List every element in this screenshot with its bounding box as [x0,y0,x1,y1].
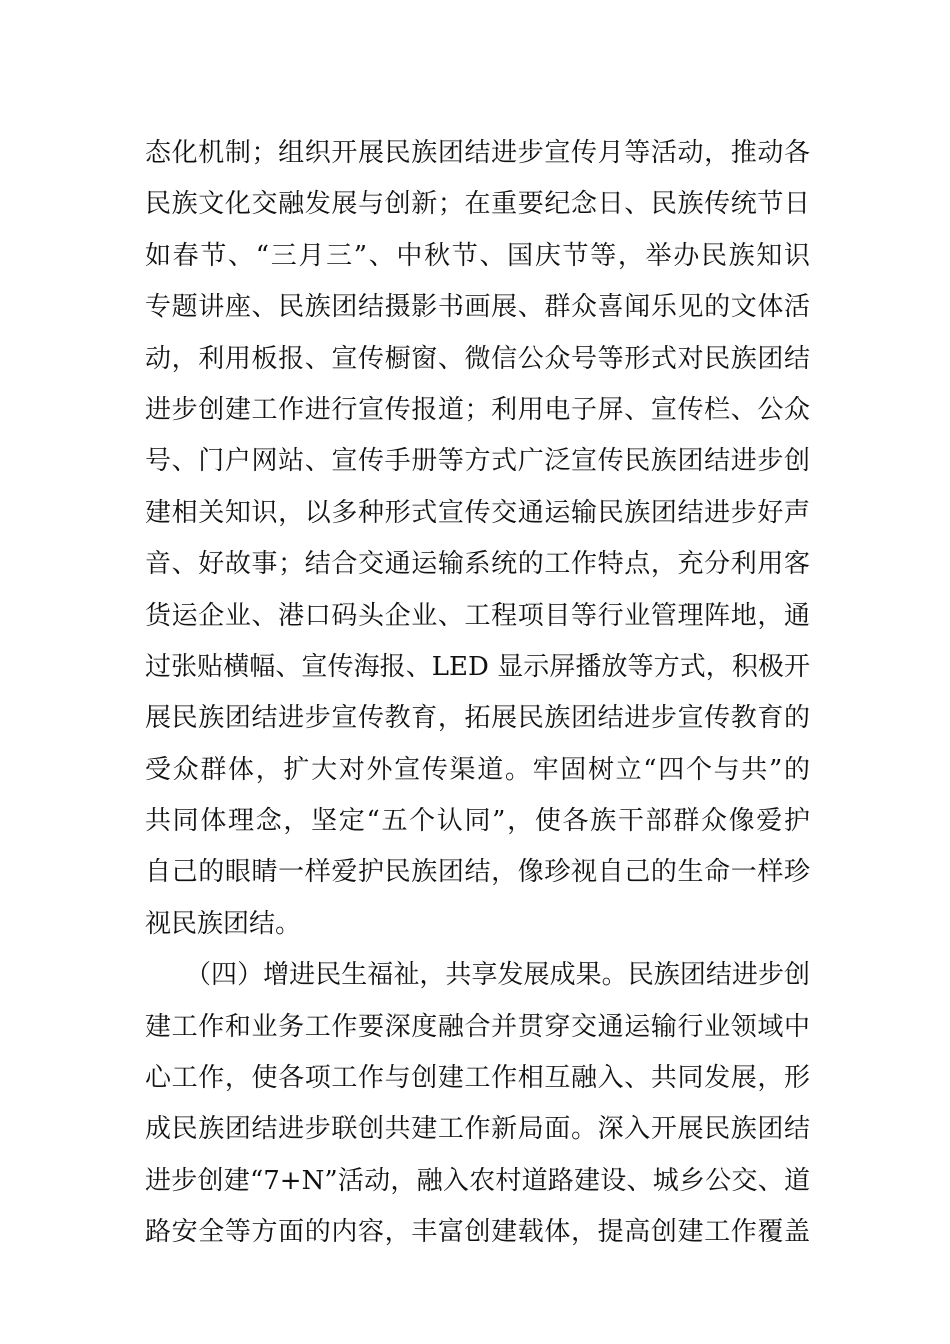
text-line: 建工作和业务工作要深度融合并贯穿交通运输行业领域中 [145,1011,810,1042]
text-line: 号、门户网站、宣传手册等方式广泛宣传民族团结进步创 [145,446,810,477]
text-line: 建相关知识，以多种形式宣传交通运输民族团结进步好声 [145,497,810,528]
text-line: 自己的眼睛一样爱护民族团结，像珍视自己的生命一样珍 [145,857,810,888]
text-line: 过张贴横幅、宣传海报、LED 显示屏播放等方式，积极开 [145,651,810,682]
section-heading-line: （四）增进民生福祉，共享发展成果。民族团结进步创 [185,960,810,991]
text-line: 心工作，使各项工作与创建工作相互融入、共同发展，形 [145,1063,810,1094]
text-line: 共同体理念，坚定“五个认同”，使各族干部群众像爱护 [145,806,810,837]
text-line: 进步创建“7+N”活动，融入农村道路建设、城乡公交、道 [145,1165,810,1196]
text-line: 民族文化交融发展与创新；在重要纪念日、民族传统节日 [145,189,810,220]
text-line: 音、好故事；结合交通运输系统的工作特点，充分利用客 [145,549,810,580]
text-line: 货运企业、港口码头企业、工程项目等行业管理阵地，通 [145,600,810,631]
paragraph-end-line: 视民族团结。 [145,908,302,939]
text-line: 动，利用板报、宣传橱窗、微信公众号等形式对民族团结 [145,343,810,374]
text-line: 专题讲座、民族团结摄影书画展、群众喜闻乐见的文体活 [145,292,810,323]
body-text [145,128,810,1259]
text-line: 受众群体，扩大对外宣传渠道。牢固树立“四个与共”的 [145,754,810,785]
text-line: 成民族团结进步联创共建工作新局面。深入开展民族团结 [145,1114,810,1145]
text-line: 路安全等方面的内容，丰富创建载体，提高创建工作覆盖 [145,1217,810,1248]
text-line: 进步创建工作进行宣传报道；利用电子屏、宣传栏、公众 [145,394,810,425]
text-line: 如春节、“三月三”、中秋节、国庆节等，举办民族知识 [145,240,810,271]
text-line: 展民族团结进步宣传教育，拓展民族团结进步宣传教育的 [145,703,810,734]
text-line: 态化机制；组织开展民族团结进步宣传月等活动，推动各 [145,138,810,168]
